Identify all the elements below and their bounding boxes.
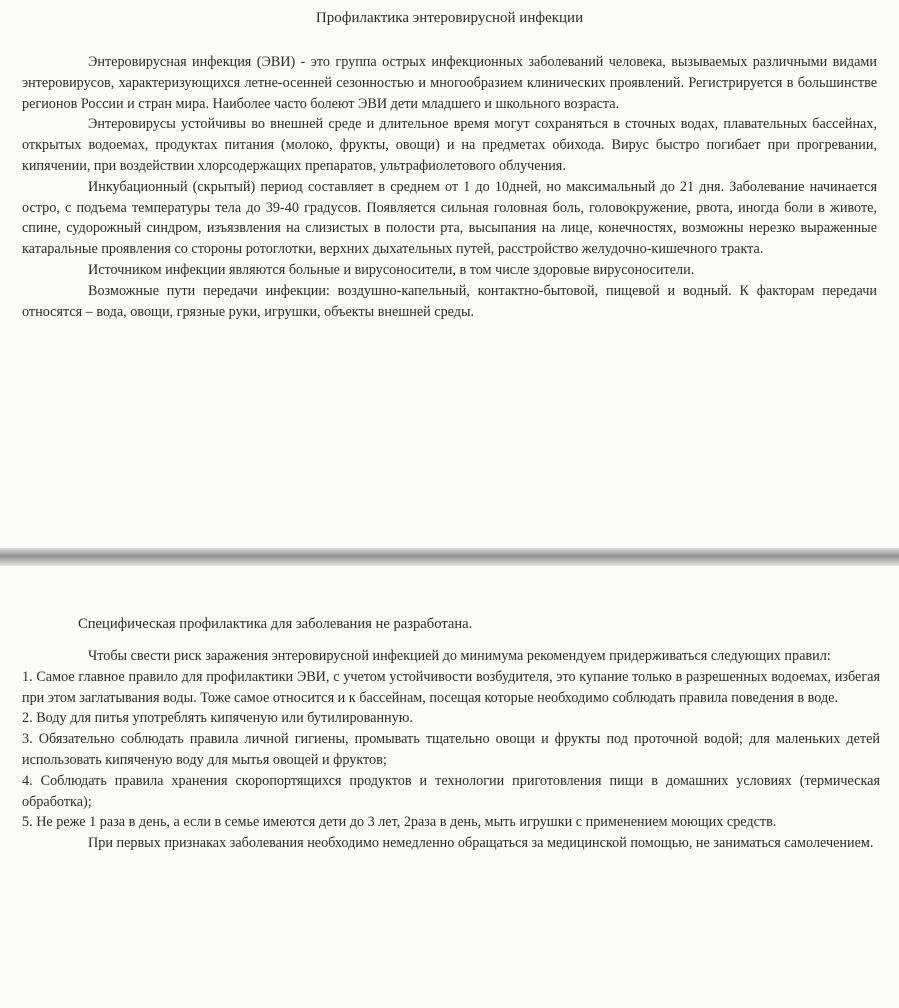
page-separator [0, 548, 899, 566]
paragraph-closing: При первых признаках заболевания необходимо немедленно обращаться за медицинской помощью, не заниматься самолечением. [88, 835, 874, 852]
rule-item: 3. Обязательно соблюдать правила личной гигиены, промывать тщательно овощи и фрукты под проточной водой; для маленьких детей использовать кипяченую воду для мытья овощей и фруктов; [22, 731, 880, 768]
section-heading: Специфическая профилактика для заболевания не разработана. [78, 616, 473, 632]
rule-item: 1. Самое главное правило для профилактики ЭВИ, с учетом устойчивости возбудителя, это купание только в разрешенных водоемах, избегая при этом заглатывания воды. Тоже самое относится и к бассейнам, посещая которые необходимо соблюдать правила поведения в воде. [22, 668, 880, 706]
rule-item: 5. Не реже 1 раза в день, а если в семье имеются дети до 3 лет, 2раза в день, мыть игрушки с применением моющих средств. [22, 814, 777, 831]
rule-item: 4. Соблюдать правила хранения скоропортящихся продуктов и технологии приготовления пищи в домашних условиях (термическая обработка); [22, 772, 880, 810]
paragraph-intro [22, 646, 880, 667]
document-page-2 [0, 566, 899, 1008]
page-1-body [22, 52, 877, 322]
paragraph-incubation: Инкубационный (скрытый) период составляет в среднем от 1 до 10дней, но максимальный до 21 дня. Заболевание начинается остро, с подъема температуры тела до 39-40 градусов. Появляется сильная головная боль, головокружение, рвота, иногда боли в животе, спине, судорожный синдром, изъязвления на слизистых в полости рта, высыпания на лице, конечностях, возможны нерезко выраженные катаральные проявления со стороны ротоглотки, верхних дыхательных путей, расстройство желудочно-кишечного тракта. [22, 178, 877, 258]
page-title: Профилактика энтеровирусной инфекции [315, 10, 584, 26]
paragraph-transmission: Возможные пути передачи инфекции: воздушно-капельный, контактно-бытовой, пищевой и водный. К факторам передачи относятся – вода, овощи, грязные руки, игрушки, объекты внешней среды. [22, 282, 877, 320]
page-2-body [22, 646, 880, 854]
paragraph-definition: Энтеровирусная инфекция (ЭВИ) - это группа острых инфекционных заболеваний человека, вызываемых различными видами энтеровирусов, характеризующихся летне-осенней сезонностью и многообразием клинических проявлений. Регистрируется в большинстве регионов России и стран мира. Наиболее часто болеют ЭВИ дети младшего и школьного возраста. [22, 54, 877, 112]
rule-item: 2. Воду для питья употреблять кипяченую или бутилированную. [22, 710, 413, 727]
paragraph-source: Источником инфекции являются больные и вирусоносители, в том числе здоровые вирусоносители. [88, 261, 695, 278]
paragraph-resistance: Энтеровирусы устойчивы во внешней среде и длительное время могут сохраняться в сточных водах, плавательных бассейнах, открытых водоемах, продуктах питания (молоко, фрукты, овощи) и на предметах обихода. Вирус быстро погибает при прогревании, кипячении, при воздействии хлорсодержащих препаратов, ультрафиолетового облучения. [22, 116, 877, 174]
intro-text: Чтобы свести риск заражения энтеровирусной инфекцией до минимума рекомендуем придерживаться следующих правил: [88, 648, 831, 664]
